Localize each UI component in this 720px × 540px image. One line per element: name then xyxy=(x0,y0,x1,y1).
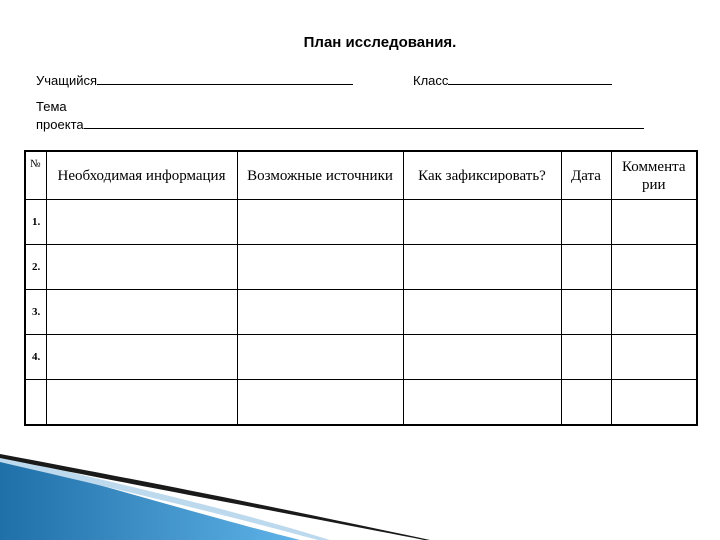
decorative-swoosh xyxy=(0,440,720,540)
table-cell[interactable] xyxy=(46,335,237,380)
table-cell[interactable] xyxy=(237,290,403,335)
row-number xyxy=(25,380,46,426)
table-cell[interactable] xyxy=(403,200,561,245)
table-row xyxy=(25,290,697,335)
class-label: Класс xyxy=(413,73,449,88)
table-cell[interactable] xyxy=(561,290,611,335)
table-cell[interactable] xyxy=(561,335,611,380)
table-cell[interactable] xyxy=(561,200,611,245)
topic-label: проекта xyxy=(36,117,84,132)
row-number: 4. xyxy=(25,335,46,380)
table-cell[interactable] xyxy=(237,245,403,290)
header-sources: Возможные источники xyxy=(237,151,403,200)
header-date: Дата xyxy=(561,151,611,200)
table-row xyxy=(25,200,697,245)
table-row xyxy=(25,335,697,380)
class-blank xyxy=(448,72,612,85)
row-number: 1. xyxy=(25,200,46,245)
topic-blank xyxy=(84,116,644,129)
table-cell[interactable] xyxy=(237,380,403,426)
table-cell[interactable] xyxy=(611,200,697,245)
table-row xyxy=(25,380,697,426)
table-cell[interactable] xyxy=(46,200,237,245)
table-cell[interactable] xyxy=(403,380,561,426)
table-cell[interactable] xyxy=(611,245,697,290)
header-comments: Коммента рии xyxy=(611,151,697,200)
table-row xyxy=(25,245,697,290)
header-how-to-record: Как зафиксировать? xyxy=(403,151,561,200)
table-cell[interactable] xyxy=(403,335,561,380)
student-line xyxy=(36,72,353,88)
header-number: № xyxy=(25,151,46,200)
table-cell[interactable] xyxy=(46,245,237,290)
table-cell[interactable] xyxy=(561,380,611,426)
table-cell[interactable] xyxy=(611,290,697,335)
topic-line xyxy=(36,116,644,132)
research-plan-table xyxy=(24,150,698,426)
table-cell[interactable] xyxy=(46,380,237,426)
table-cell[interactable] xyxy=(561,245,611,290)
student-label: Учащийся xyxy=(36,73,98,88)
table-cell[interactable] xyxy=(403,245,561,290)
row-number: 2. xyxy=(25,245,46,290)
class-line xyxy=(413,72,612,88)
topic-label-line-1: Тема xyxy=(36,99,67,114)
row-number: 3. xyxy=(25,290,46,335)
page-title: План исследования. xyxy=(303,34,457,51)
header-information: Необходимая информация xyxy=(46,151,237,200)
table-cell[interactable] xyxy=(403,290,561,335)
table-cell[interactable] xyxy=(237,335,403,380)
table-cell[interactable] xyxy=(46,290,237,335)
student-blank xyxy=(97,72,353,85)
table-header-row xyxy=(25,151,697,200)
table-cell[interactable] xyxy=(611,335,697,380)
table-cell[interactable] xyxy=(611,380,697,426)
table-cell[interactable] xyxy=(237,200,403,245)
